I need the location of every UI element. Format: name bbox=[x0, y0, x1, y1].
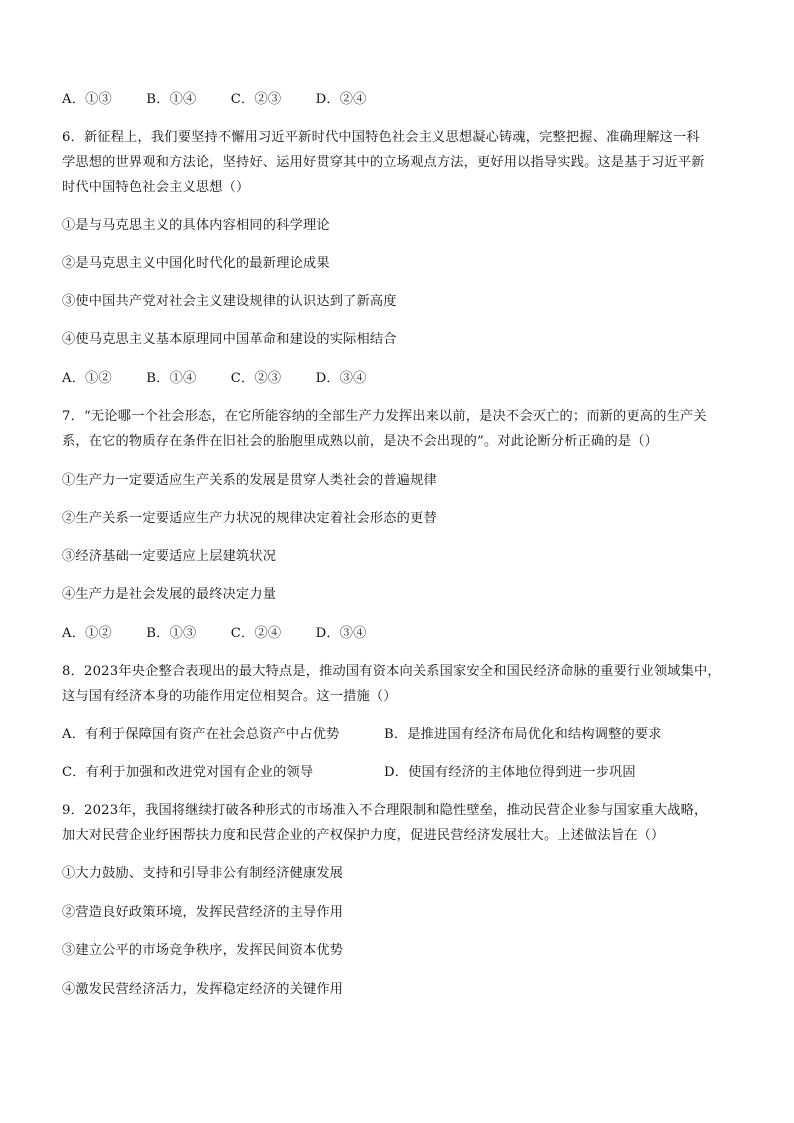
q6-option-b: B．①④ bbox=[146, 371, 197, 386]
q7-stem-line-2: 系，在它的物质存在条件在旧社会的胎胞里成熟以前，是决不会出现的”。对此论断分析正确的是（） bbox=[62, 434, 658, 449]
q8-option-a: A．有利于保障国有资产在社会总资产中占优势 bbox=[62, 727, 340, 742]
q5-options bbox=[62, 90, 367, 110]
q6-option-d: D．③④ bbox=[315, 371, 367, 386]
q6-stem-line-1: 6．新征程上，我们要坚持不懈用习近平新时代中国特色社会主义思想凝心铸魂，完整把握、准确理解这一科 bbox=[62, 130, 700, 145]
q6-item-4: ④使马克思主义基本原理同中国革命和建设的实际相结合 bbox=[62, 332, 397, 347]
q7-option-c: C．②④ bbox=[230, 626, 282, 641]
q9-item-2: ②营造良好政策环境，发挥民营经济的主导作用 bbox=[62, 905, 344, 920]
q5-option-a: A．①③ bbox=[62, 92, 112, 107]
q6-options bbox=[62, 369, 367, 389]
q8-option-d: D．使国有经济的主体地位得到进一步巩固 bbox=[384, 765, 636, 780]
q7-option-d: D．③④ bbox=[315, 626, 367, 641]
q7-item-1: ①生产力一定要适应生产关系的发展是贯穿人类社会的普遍规律 bbox=[62, 473, 437, 488]
q5-option-b: B．①④ bbox=[146, 92, 197, 107]
q6-option-c: C．②③ bbox=[230, 371, 282, 386]
q6-stem-line-2: 学思想的世界观和方法论，坚持好、运用好贯穿其中的立场观点方法，更好用以指导实践。这是基于习近平新 bbox=[62, 155, 705, 170]
q7-option-b: B．①③ bbox=[146, 626, 197, 641]
q8-option-b: B．是推进国有经济布局优化和结构调整的要求 bbox=[384, 727, 662, 742]
q9-item-3: ③建立公平的市场竞争秩序，发挥民间资本优势 bbox=[62, 943, 344, 958]
q8-options-row-1 bbox=[62, 725, 662, 745]
q6-item-3: ③使中国共产党对社会主义建设规律的认识达到了新高度 bbox=[62, 294, 397, 309]
q8-stem-line-2: 这与国有经济本身的功能作用定位相契合。这一措施（） bbox=[62, 689, 397, 704]
q5-option-c: C．②③ bbox=[230, 92, 282, 107]
q7-item-4: ④生产力是社会发展的最终决定力量 bbox=[62, 587, 277, 602]
q7-options bbox=[62, 624, 367, 644]
q7-option-a: A．①② bbox=[62, 626, 112, 641]
q8-stem-line-1: 8．2023年央企整合表现出的最大特点是，推动国有资本向关系国家安全和国民经济命脉的重要行业领域集中， bbox=[62, 664, 721, 679]
q6-item-2: ②是马克思主义中国化时代化的最新理论成果 bbox=[62, 256, 330, 271]
q7-item-3: ③经济基础一定要适应上层建筑状况 bbox=[62, 549, 277, 564]
q5-option-d: D．②④ bbox=[315, 92, 367, 107]
q7-item-2: ②生产关系一定要适应生产力状况的规律决定着社会形态的更替 bbox=[62, 511, 437, 526]
q6-stem-line-3: 时代中国特色社会主义思想（） bbox=[62, 180, 250, 195]
q7-stem-line-1: 7．“无论哪一个社会形态，在它所能容纳的全部生产力发挥出来以前，是决不会灭亡的；而新的更高的生产关 bbox=[62, 409, 707, 424]
q9-item-1: ①大力鼓励、支持和引导非公有制经济健康发展 bbox=[62, 866, 344, 881]
q6-option-a: A．①② bbox=[62, 371, 112, 386]
q8-options-row-2 bbox=[62, 763, 636, 783]
q9-stem-line-2: 加大对民营企业纾困帮扶力度和民营企业的产权保护力度，促进民营经济发展壮大。上述做法旨在（） bbox=[62, 828, 665, 843]
q6-item-1: ①是与马克思主义的具体内容相同的科学理论 bbox=[62, 218, 330, 233]
q8-option-c: C．有利于加强和改进党对国有企业的领导 bbox=[62, 765, 314, 780]
q9-stem-line-1: 9．2023年，我国将继续打破各种形式的市场准入不合理限制和隐性壁垒，推动民营企业参与国家重大战略， bbox=[62, 803, 708, 818]
q9-item-4: ④激发民营经济活力，发挥稳定经济的关键作用 bbox=[62, 982, 344, 997]
